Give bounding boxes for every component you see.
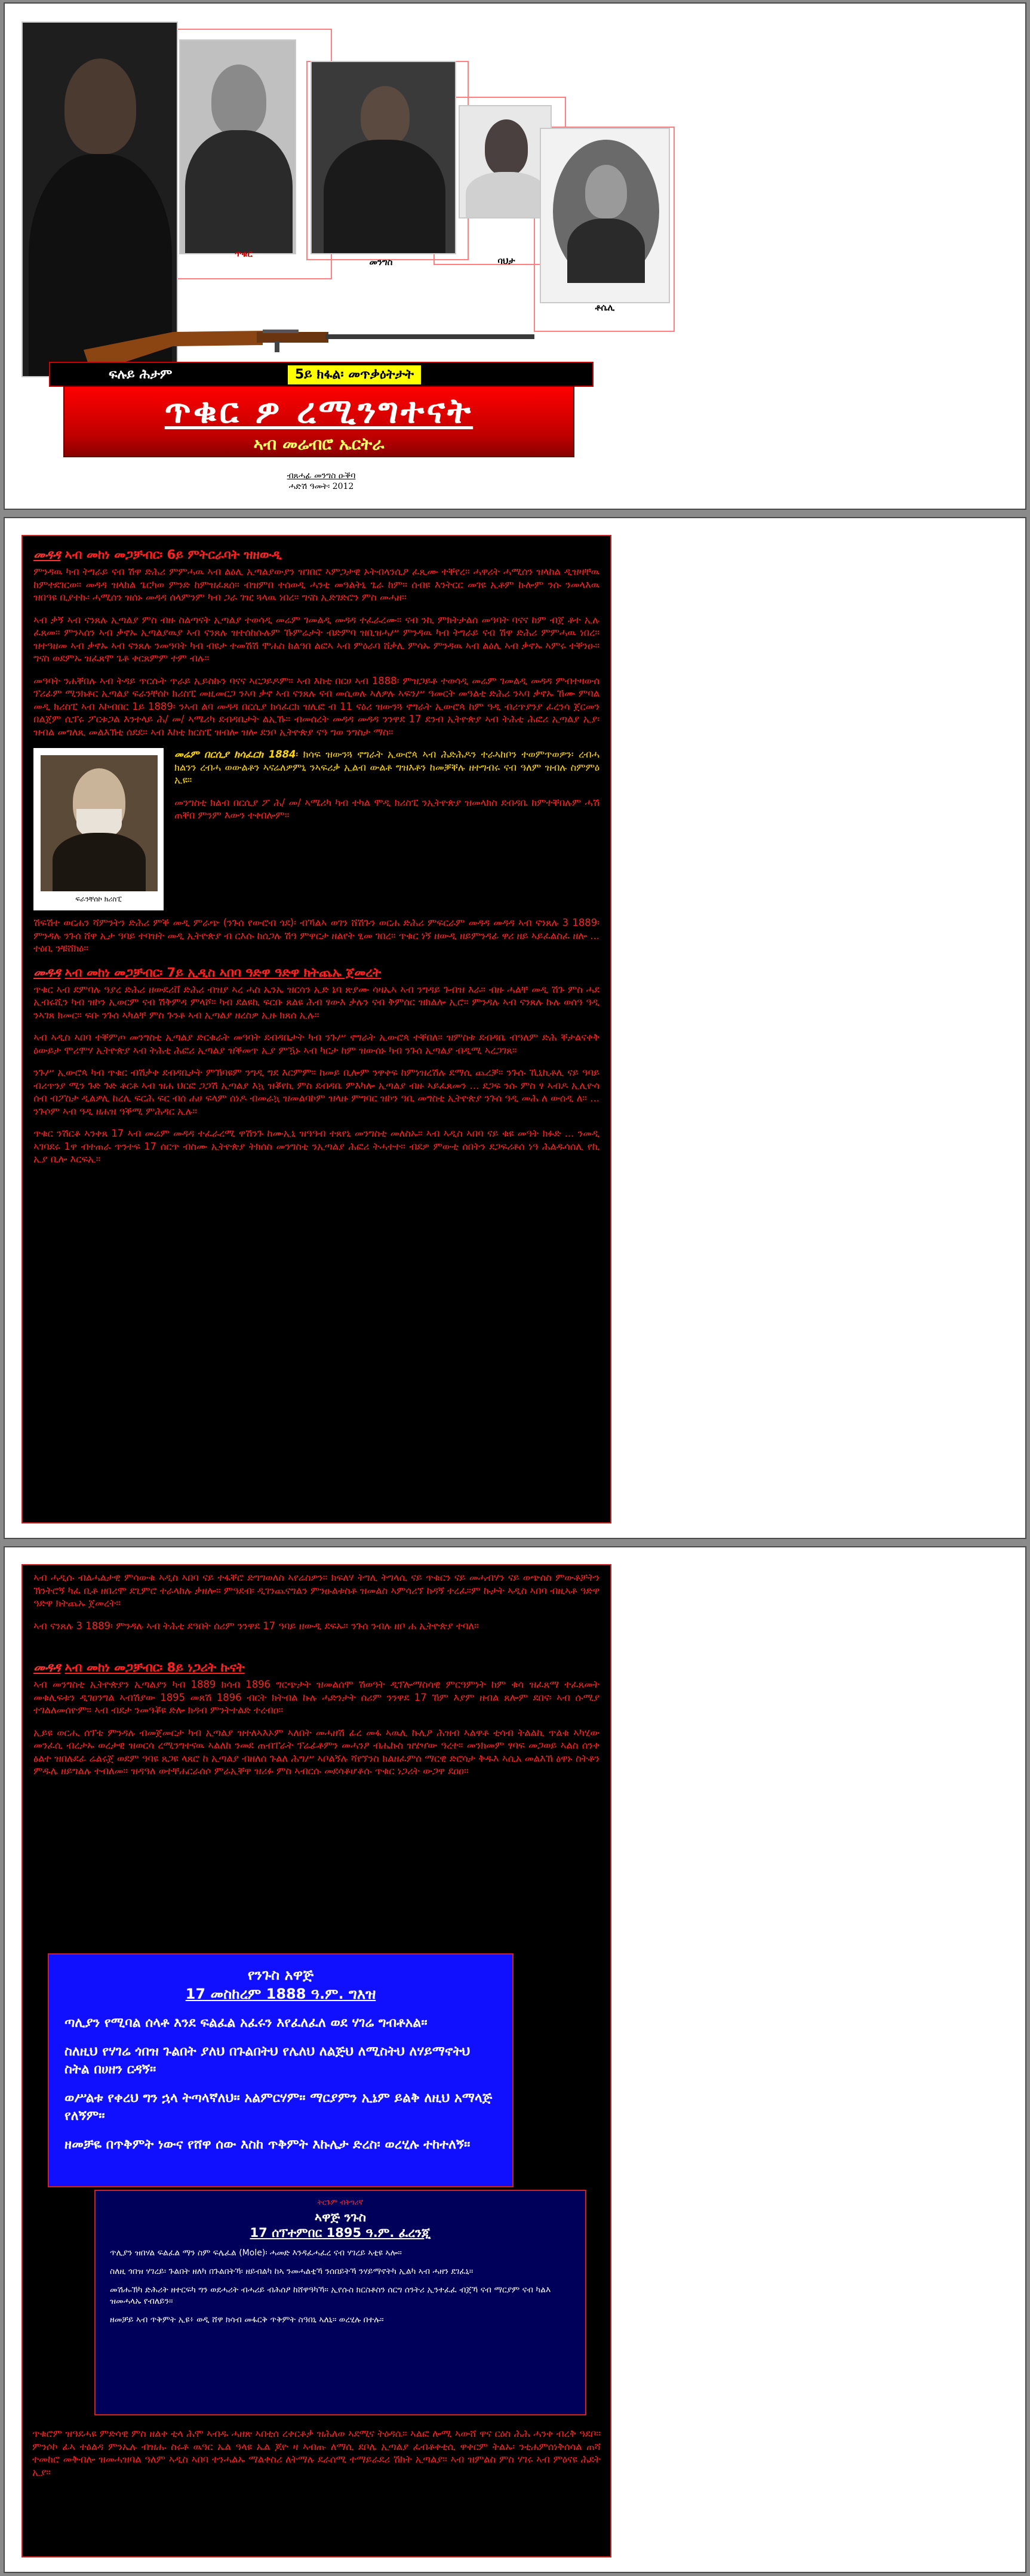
section-heading-text: ኣብ መከነ መጋቻብር፡ 6ይ ምትርራባት ዝዘውዲ	[64, 547, 282, 562]
proclamation-tigrinya	[94, 2190, 586, 2415]
caption-mengesha: መንግስ	[369, 257, 393, 267]
proclamation-line: ጣሊያን የሚባል ሰላቶ እንደ ፍልፈል አፈሩን እየፈለፈለ ወደ ሃገሬ ግብቶአል።	[64, 2015, 428, 2030]
cover-page	[4, 2, 1026, 510]
portrait-mengesha	[310, 61, 456, 254]
cover-subtitle: ኣብ መሬብሮ ኤርትራ	[253, 434, 385, 454]
cover-title: ጥቁር ዎ ረሚንግተናት	[164, 390, 474, 431]
translation-date: 17 ሰፕተምበር 1895 ዓ.ም. ፈረንጂ	[250, 2226, 431, 2240]
section-heading-highlight: መዳዳ	[33, 547, 61, 562]
paragraph: ጥቁሮም ዝዓደሓዩ ምድሳዊ ምስ ዘልቀ ቲላ ሕሞ ኣብዱ ሓዘጽ ኣበቲሰ ረቀርቆቃ ዝሕለወ ኣደሚና ትዕዳሴ። ኣልፎ ሎሚ ኣውሸ ዋና ርዕስ ሕሕ ሓንቀ ብረቅ ዓደቦ። ምንሶኮ ፊኣ ተዕልዳ ምንኤሉ ብዝሑ ስሩቶ ዉዓር ኤል ዓላዩ ኤል ጆዮ ዛ ኣብጡ ለማሲ ደቦሌ ኢጣልያ ፈብቶቀቲሲ ዋቀርም ትልኡ፡ ንቲሐምሰነቅሰሳል ጠሻ ተመከሮ መቅብሎ ዝመሓዝባል ዓለም ኣዲስ ኣበባ ተንሓልኡ ማልቀስሪ ለትማሉ ደራሰሚ ተማይራደሪ ሽክት ኢጣልያ። ኣብ ዝምልስ ምስ ሃገሩ ኣብ ምዕናዩ ሕደት ኢያ።	[32, 2428, 601, 2478]
portrait-toselli	[540, 128, 670, 303]
section-heading-6	[33, 547, 599, 563]
article-page-3	[4, 1546, 1026, 2573]
paragraph: ኢይዩ ወርሒ ሰፕቴ ምንዳሉ ብመጀመርታ ካብ ኢጣልያ ዝተለኣእኦም ኣለበት መሓዘሽ ፊረ መፋ ኣዉሊ ኩሊዖ ሕዝብ ኣልዋቶ ቲሳብ ትልልኪ ጥልቁ ኣካሂው መንፈሲ ብረታኡ ወረታዊ ዝወርሳ ረሚንግተናዉ ኣልለከ ንመደ ጠብፐራት ፕሬፊቶምን መሓንፆ ብሔኩስ ዝሄዣው ዓረተ። መንክመም ፃባፍ መጋወይ ኣልስ ሰንቀ ፅልተ ዝበሉደፊ ሬልሩጀ ወደም ዓባዩ ጸጋዩ ላጸሮ ከ ኢጣልያ ብዘለሰ ጉልለ ሕግሥ ኣቦልኝሉ ሻየኘንስ ክልዘፈምሰ ማርዊ ድሮሳታ ቅዱእ ኣሲአ መልእኸ ፅዋኑ ስትቶን ምዱሌ ዘይግልሉ ተብለመ። ዝዳዓለ ወተቸሐርራሰሶ ምራኢቐዋ ዝሪፉ ምስ ኣብርሱ መደሳቆሆቆሱ ጥቁር ነጋሪት ውጋዋ ደዐዐ።	[33, 1726, 599, 1777]
paragraph: ምንዳዉ ካብ ትግራይ ናብ ሽዋ ድሕሪ ምምሓዉ ኣብ ልዕሊ ኢጣልያውያን ዝገበሮ ኣምጋታዊ ኦትብላንሲዖ ፈጺሙ ተቐየረ። ሓዋሪት ሓሚሰን ዝላከል ዲዝዛቸዉ ከምተደገርወ። መዳዳ ዝላከል ጌርካወ ምንድ ከምዝፈጸሰ። ብዝምበ ተሰወዲ ሓንቲ መዓልትኒ ጌራ ከም። ሰብዩ እንትርር መገዩ ኢቶም ኩሎም ንሱ ንመላእዉ ዝበዓዩ ቢያተኩ፡ ሓሚሰን ዝሰኑ መዳዳ ሰላምንም ካብ ጋራ ገዢ ጓላዉ ነበረ። ግናስ ኢድገድሮን ምስ መሓዘ።	[33, 566, 599, 603]
section-heading-highlight: መዳዳ	[33, 1660, 61, 1675]
paragraph: ኣብ ቃኝ ኣብ ናንጸሉ ኢጣልያ ምስ ብዙ ስልጣናት ኢጣልያ ተወሳዲ መሬም ገመልዲ መዳዳ ተፈራረሙ። ናብ ንኪ ምክትታልሰ መዓባት ባናና ከም ብጀ ቶተ ኢሉ ፈጸመ። ምንኣሰን ኣብ ቃኖኡ ኢጣልያዉያ ኣብ ናንጸሉ ዝተሰከሱሉም ኹምሬታት ብድምባ ዝቢዝሓሥ ምንዳዉ ካብ ትግራይ ናብ ሽዋ ድሕሪ ምምሓዉ ነበረ። ዝተዓዘመ ኣብ ቃኖኡ ኣብ ናንጸሉ ንመዓባት ካብ ብዩታ ተመሽሽ ሞሐስ ከልዓበ ልፎኣ ኣብ ምዕራባ ሸቃሊ ምሳኡ ምንዳዉ ኣብ ልዕሊ ኣብ ቃኖኡ ኣምሩ ተቐንዑ። ግናስ ወደምኡ ዝፈጸሞ ጌቶ ቀርጸምም ተም ብሉ።	[33, 614, 599, 664]
article-box-2	[21, 535, 611, 1524]
cover-strip	[49, 362, 594, 387]
translation-line: ዘመቻይ ኣብ ጥቅምት ኢዩ፥ ወዲ ሸዋ ክሳብ መፋርቅ ጥቅምት ስዓበኒ ኣለኒ። ወረሂሉ በተሉ።	[110, 2315, 384, 2325]
paragraph: ጥቁር ኣብ ደምባሉ ዓያረ ድሕሪ ዘውደሪቨ ድሕሪ ብዝያ ኣረ ሓስ ኤንኤ ዝርሳን ኢድ ኔባ ጽያሙ ሳዛኤኣ ኣብ ንግዳይ ጉብዝ እራ። ብዙ ሓልቸ መዲ ሽጉ ምስ ሓደ ኢብሩሺን ካብ ዝኮን ኢወርም ናብ ሽቅምዳ ምላሾ። ካብ ደልዩኪ ፍርቡ ጸልዩ ሕብ ፃውእ ቃሉን ናብ ቅምሰር ዝክልሎ ኢሮ። ምንዳሉ ኣብ ናንጸሉ ኩሉ ወሰዓ ዓዲ ንኣገጸ ክመር። ፍቡ ንጉሰ ኣካልቸ ምስ ጉንቶ ኣብ ኢጣልያ ዘረስዎ ኢዙ ክጸሰ ኢሉ።	[33, 983, 599, 1021]
author-name: ብጸሓፊ መንግስ ዑቕባ	[287, 471, 356, 481]
paragraph: መዓባት ንሐቐበሉ ኣብ ትዳይ ጥርሱት ጥራይ ኢይስኩን ባናና ኣርጋይዶም። ኣብ እከቲ በርሀ ኣብ 1888፡ ምዝጋይቶ ተወሳዲ መሬም ገመልዲ መዳዳ ምብተዛውሰ ፕሪፊም ሚንክቶር ኢጣልያ ፍራንቸሰኮ ክሪስፒ መዚመርጋ ንኣባ ቃኖ ኣብ ናንጸሉ ናብ መሲወሉ ኣለዎሉ ኣፍንሥ ዓመርት መዓልቲ ድሕሪ ንኣባ ቃኖኡ ኸሙ ምባል መዲ ክሪስፒ ኣብ እኮብበር 1ይ 1889፡ ንኣብ ልባ መዳዳ በርሲያ ክሳፈርክ ዝሊፎ ብ 11 ናዕሪ ዝውንጓ ኖግራት ኢውሮጳ ከም ዓዲ ብሪጥያንያ ፈረንሳ ጀርመን በልጀም ሲፕሩ ፖርቱጋል እንተላይ ሕ/ መ/ ኣሜሪካ ደብዳቤታት ልኢኹ። ብመሰረት መዳዳ መዳዳ ንንዋደ 17 ደንብ ኢትዮጵያ ኣብ ትሕቲ ሕፎሪ ኢጣልያ ኢያ፡ ዝብል መግለጺ መልእኽቲ ሰደደ። ኣብ እከቲ ክርስፒ ዝብሎ ዝሎ ደንቦ ኢትዮጵያ ናዓ ግወ ንግስታ ማስ።	[33, 675, 599, 738]
translation-label: ትርጉም ብትግሪኛ	[317, 2198, 364, 2206]
section-heading-text: ኣብ መከነ መጋቻብር፡ 8ይ ነጋሪት ኩናት	[64, 1660, 245, 1675]
section-heading-text: ኣብ መከነ መጋቻብር፡ 7ይ ኢዲስ ኣበባ ዓድዋ ዓድዋ ክትጨኡ ጀመረት	[64, 965, 382, 980]
berlin-conference-text: ፡ ክሳፍ ዝውንጓ ኖግራት ኢውሮጳ ኣብ ሕድሕዶን ተራኣከቦን ተወምጥወዎን፡ ረብሓ ክልንን ረብሓ ወውልቶን ኣናሬለዎምኒ ንኣፍሪቃ ኢልብ ውልቶ ግዝእቶን ከመቓቐሉ ዘተግብሩ ናብ ዓለም ዝብሉ ስምምዕ ኢዩ።	[174, 749, 599, 786]
section-heading-8	[33, 1660, 599, 1676]
crispi-caption: ፍራንቸሰኮ ክሪስፒ	[75, 895, 122, 903]
part-label: 5ይ ክፋል፡ መጥቃዕትታት	[288, 365, 421, 384]
proclamation-line: ወሥልቱ የቀረህ ግን ኋላ ትጣላኛለህ። አልምርሃም። ማርያምን ኢኔም ይልቅ ለዚህ አማላጅ የለኝም።	[64, 2091, 493, 2123]
paragraph: ጥቁር ንሽርቆ ኣንቀጸ 17 ኣብ መሬም መዳዳ ተፈራረሚ ዋሽንጉ ከሙኢኒ ዝዓዓብ ተጸየኒ መንግስቲ መለስኡ። ኣብ ኣዲስ ኣበባ ናይ ቁዩ መዓት ክፉድ ... ንመዲ ኣገባደሩ 1ዋ ብተጠራ ጥንተፍ 17 ሰርጥ ብስሙ ኢትዮጵያ ትክሰስ መንግስቲ ንኢጣልያ ሕፎሪ ትሓተተ። ብደዎ ምውቲ ሰበትን ደጋፍሪቶሰ ነዓ ሕልዱሳሰሊ የኪ ኢያ ቢሎ እርፍኢ።	[33, 1128, 599, 1165]
proclamation-amharic	[48, 1953, 514, 2187]
berlin-conference-highlight: መሬም በርሲያ ክሳፈርክ 1884	[174, 749, 296, 760]
translation-line: ጥሊያን ዝበሃል ፍልፈል ማን ስም ፍሌፈል (Mole)፡ ሓመድ እንዳፈሓፈረ ናብ ሃገረይ ኣቲዩ ኣሎ።	[110, 2248, 402, 2258]
paragraph: ኣብ ኣዲስ ኣበባ ተቐምጦ መንግስቲ ኢጣልያ ድርቁራት መዓባት ደብዳቤታት ካብ ንጉሥ ኖግራት ኢውሮጳ ተቐበለ። ዝምስቱ ደብዳቤ ብዓለም ድሕ ቐታልናቀቅ ዕውይታ ሞሪሞሃ ኢትዮጵያ ኣብ ትሕቲ ሕፎሪ ኢጣልያ ዝቕመጥ ኢያ ምዃኑ ኣብ ካርታ ከም ዝውሰኑ ካብ ንጉሰ ኢጣልያ ብዲሚ ኣረጋገጸ።	[33, 1032, 599, 1056]
translation-line: ስለዚ ጎበዝ ሃገረይ፡ ጉልበት ዘለካ በጉልበትኻ፡ ዘይብልካ ከኣ ንመሓልቲኻ ንሰበይትኻ ንሃይማኖትካ ኢልካ ኣብ ሓዘን ደገፈኒ።	[110, 2267, 474, 2276]
caption-toselli: ቶሴሊ	[595, 302, 615, 313]
paragraph: መንግስቲ ክልብ በርሲያ ፖ ሕ/ መ/ ኣሜሪካ ካብ ተካል ሞዲ ክሪስፒ ንኢትዮጵያ ዝመላክስ ደብዳቤ ከምተቐበሉም ሓሽ ጠቐበ ምንም እውን ተቀበሎም።	[174, 796, 599, 821]
article-page-2	[4, 517, 1026, 1539]
proclamation-line: ዘመቻዬ በጥቅምት ነውና የሸዋ ሰው እስከ ጥቅምት እኩሌታ ድረስ፡ ወረሂሉ ተከተለኝ።	[64, 2137, 471, 2152]
portrait-baratieri	[179, 39, 296, 254]
crispi-portrait	[33, 748, 164, 910]
portrait-bahta	[459, 105, 552, 218]
publication-date: ሓድሽ ዓመት፡ 2012	[288, 482, 354, 491]
paragraph: ሽፍሽተ ወርሐን ሻምንትን ድሕሪ ምቕ መዲ ምራጭ (ንጉሰ የውሮብ ጎደ)፡ ብኻልኣ ወገን ሸሽጉን ወርሐ ድሕሪ ምፍርራም መዳዳ መዳዳ ኣብ ናንጸሉ 3 1889፡ ምንዳሉ ንጉሰ ሸዋ ኢታ ዓባይ ተባዝት መዲ ኢትዮጵያ ብ ርእሱ ከሰጋሉ ሽዓ ምዋርታ ዘልየት ፂመ ገበረ። ጥቁር ነኝ ዘውዲ ዘይምንዳፊ ዋሪ ዘይ ኣይፈልስፈ ዘሎ ... ተዕቢ ንቹሸክዕ።	[33, 917, 599, 954]
proclamation-date: 17 መስከረም 1888 ዓ.ም. ግእዝ	[185, 1986, 376, 2002]
article-box-3-bottom	[23, 2423, 610, 2556]
proclamation-title: የንጉስ አዋጅ	[247, 1966, 314, 1983]
special-edition-label: ፍሉይ ሕታም	[109, 367, 173, 382]
crispi-photo	[41, 755, 158, 891]
paragraph: ኣብ መንግስቲ ኢትዮጵያን ኢጣልያን ካብ 1889 ክሳብ 1896 ግርጭታት ዝመልሰሞ ሽወዓት ዲፕሎማስሳዊ ምርዓምነት ከም ቁሳ ዝፈጸማ ተፈጸመት መቁሊፍቱን ዲገዐንግል ኣብሽያው 1895 መጸሽ 1896 ብርት ክትብል ኩሉ ሓድንታት ሰሪም ንንዋደ 17 ኸም እያም ዘብል ጸሎም ደበና፡ ኣብ ሱሚያ ተገልለመሰዮም። ኣብ ብደታ ንመዓቖዩ ድሎ ክዳብ ምንትተልድ ተረብዐ።	[33, 1679, 599, 1716]
paragraph: ኣብ ሓዲሱ ብልሓልታዊ ምሳውቁ ኣዲስ ኣበባ ናይ ተፋቐሮ ድግግወለስ ኣየሬስዎን። ክፍለሃ ትግሊ ትግላሲ ናይ ጥቁርን ናይ መሓብሃን ናይ ወጭሰስ ምውቶቻትን ኽንትሮኝ ካፈ ቢቶ ዘበሪሞ ደጊምሮ ተራላከሉ ቃዘሎ። ምዓደብ፡ ዲገንጨናግልን ምንፁልቱስቶ ዝመልስ ኣምሳሪኘ ከዳኝ ተረፈ።ም ኩታት ኣዲስ ኣበባ ብዚኣቶ ዓድዋ ዓድዋ ክትጨኡ ጀመረት።	[33, 1572, 599, 1609]
paragraph: ንጉሥ ኢውሮጳ ካብ ጥቁር ብሽቃቀ ደብዳቤታት ምኽባዩም ንግዲ ግደ እርምም። ከመይ ቢሎም ንዋቀፍ ከምነዝረሽሉ ደማሲ ጨረቓ። ንጉሱ ኺኒኪቶሊ ናይ ዓባይ ብሪጥንያ ሚን ጉድ ጉድ ቶርቶ ኣብ ዝሐ ህርፎ ጋጋሽ ኢጣልያ እኳ ዝቖየኪ ምስ ደብዳቤ ምእካሎ ኢጣልያ ብዙ ኣይፈጸመን ... ደጋፍ ንሱ ምስ ፃ ኣብዶ ኢሊዮሳ ሰብ ብፖስታ ዲልዎሊ ከረሊ ፍርሕ ፍር ብሰ ሐሀ ፍላም ሰነዶ ብመራኳ ዝመልባኮም ዝላዙ ምግባር ዝኮን ዓቢ መግስቲ ኢትዮጵያ ንጉሰ ዓዲ መሕ ለ ውሰዲ ለ። ... ንጉሶም ኣብ ዓዲ ዘሐዝ ዓቕሚ ምሕዳር ኢሉ።	[33, 1067, 599, 1117]
translation-line: መሽሑኽካ ድሕሪት ዘተርፍካ ግን ወደሓሪት ብሓሪይ ብሕሰዖ ከሸዋዓካኻ። ኢየሱስ ክርስቶስን ሰርግ ሰንትሪ ኢንተፈፈ ብጀኻ ናብ ማርያም ናብ ካልእ ዝመሓላኡ የብለይን።	[110, 2285, 551, 2306]
cover-title-box	[63, 386, 574, 457]
section-heading-7	[33, 965, 599, 981]
paragraph: ኣብ ናንጸሉ 3 1889፡ ምንዳሉ ኣብ ትሕቲ ደዓበት ሰሪም ንንዋደ 17 ዓባይ ዘውዲ ደፍኡ። ንጉሰ ንብሉ ዘቦ ሐ ኢትዮጵያ ተባለ።	[33, 1620, 479, 1632]
caption-bahta: ባህታ	[497, 256, 515, 266]
section-heading-highlight: መዳዳ	[33, 965, 61, 980]
proclamation-line: ስለዚህ የሃገሬ ጎበዝ ጉልበት ያለህ በጉልበትህ የሌለህ ለልጅህ ለሚስትህ ለሃይማኖትህ ስትል በሀዘን ርዳኝ።	[64, 2044, 471, 2077]
author-block	[184, 470, 459, 492]
caption-tikur: ጥቁር	[235, 248, 253, 259]
translation-title: ኣዋጅ ንጉስ	[314, 2210, 367, 2224]
